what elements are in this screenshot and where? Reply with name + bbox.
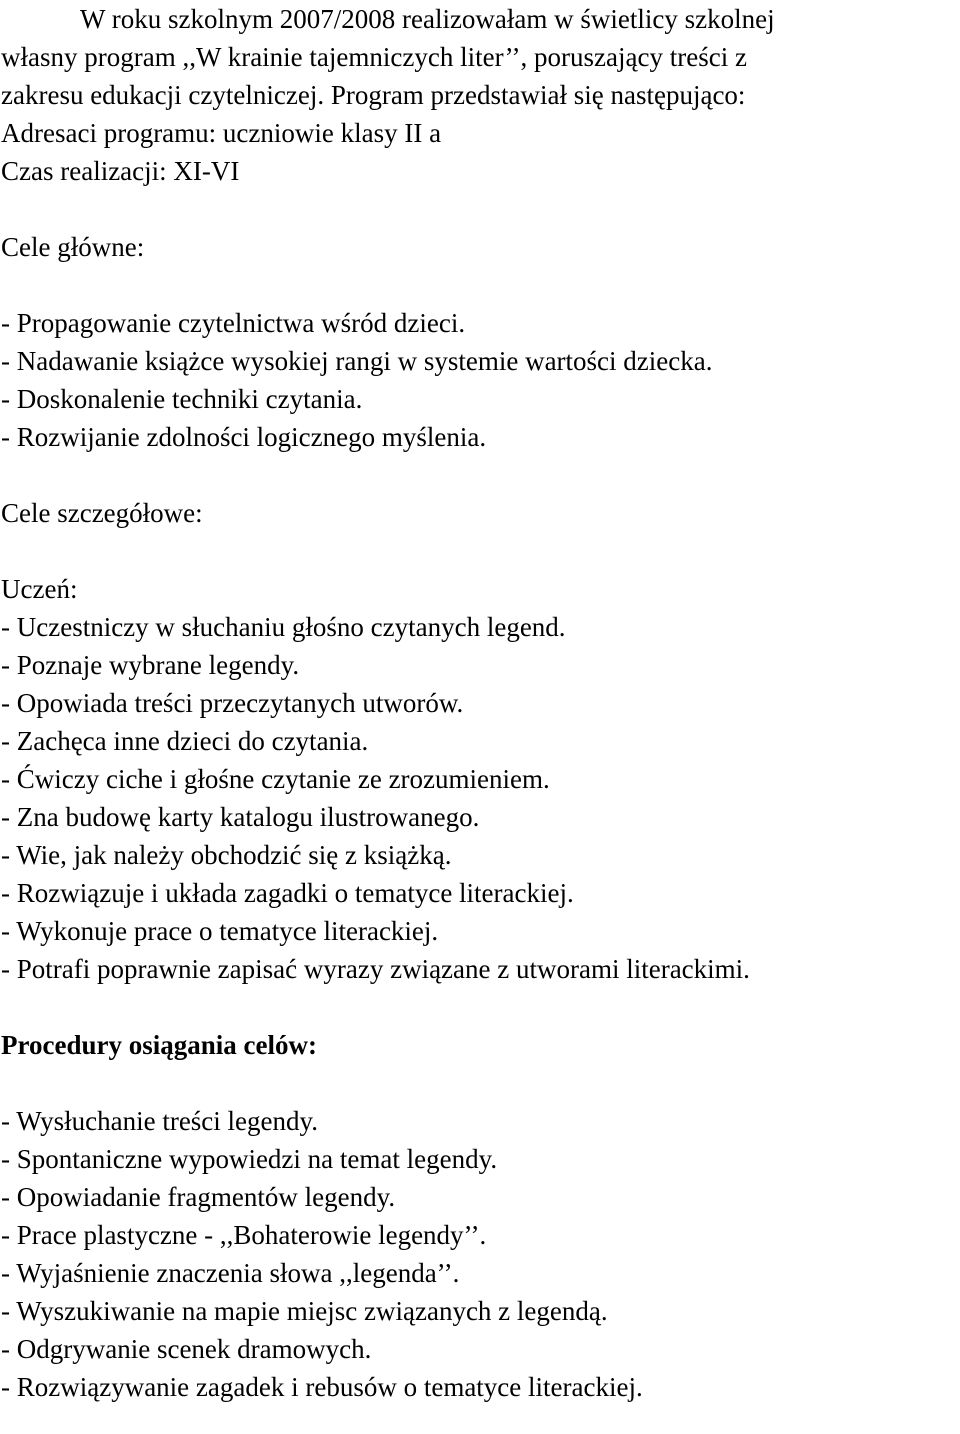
procedures-section [1, 1026, 960, 1406]
detailed-goals-section [1, 494, 960, 988]
intro-line: zakresu edukacji czytelniczej. Program przedstawiał się następująco: [1, 80, 746, 110]
detailed-goals-heading: Cele szczegółowe: [1, 498, 203, 528]
detailed-goals-subheading: Uczeń: [1, 574, 78, 604]
list-item: - Wysłuchanie treści legendy. [1, 1106, 319, 1136]
list-item: - Potrafi poprawnie zapisać wyrazy związane z utworami literackimi. [1, 954, 750, 984]
list-item: - Opowiada treści przeczytanych utworów. [1, 688, 464, 718]
main-goals-section [1, 228, 960, 456]
detailed-goals-list [1, 608, 960, 988]
program-duration: Czas realizacji: XI-VI [1, 156, 240, 186]
intro-line: własny program ,,W krainie tajemniczych liter’’, poruszający treści z [1, 42, 747, 72]
main-goals-list [1, 304, 960, 456]
spacer [1, 532, 960, 570]
list-item: - Propagowanie czytelnictwa wśród dzieci. [1, 308, 466, 338]
list-item: - Doskonalenie techniki czytania. [1, 384, 363, 414]
list-item: - Opowiadanie fragmentów legendy. [1, 1182, 396, 1212]
list-item: - Ćwiczy ciche i głośne czytanie ze zrozumieniem. [1, 764, 550, 794]
main-goals-heading: Cele główne: [1, 232, 145, 262]
list-item: - Nadawanie książce wysokiej rangi w systemie wartości dziecka. [1, 346, 713, 376]
spacer [1, 190, 960, 228]
spacer [1, 988, 960, 1026]
list-item: - Rozwiązywanie zagadek i rebusów o tematyce literackiej. [1, 1372, 643, 1402]
list-item: - Zachęca inne dzieci do czytania. [1, 726, 369, 756]
spacer [1, 266, 960, 304]
spacer [1, 1064, 960, 1102]
list-item: - Prace plastyczne - ,,Bohaterowie legendy’’. [1, 1220, 487, 1250]
intro-paragraph [1, 0, 960, 190]
procedures-heading: Procedury osiągania celów: [1, 1030, 317, 1060]
list-item: - Spontaniczne wypowiedzi na temat legendy. [1, 1144, 498, 1174]
list-item: - Wyjaśnienie znaczenia słowa ,,legenda’’. [1, 1258, 460, 1288]
list-item: - Rozwijanie zdolności logicznego myślenia. [1, 422, 487, 452]
list-item: - Wie, jak należy obchodzić się z książką. [1, 840, 452, 870]
list-item: - Uczestniczy w słuchaniu głośno czytanych legend. [1, 612, 566, 642]
spacer [1, 456, 960, 494]
program-audience: Adresaci programu: uczniowie klasy II a [1, 118, 442, 148]
procedures-list [1, 1102, 960, 1406]
list-item: - Odgrywanie scenek dramowych. [1, 1334, 372, 1364]
list-item: - Poznaje wybrane legendy. [1, 650, 300, 680]
list-item: - Rozwiązuje i układa zagadki o tematyce literackiej. [1, 878, 574, 908]
list-item: - Zna budowę karty katalogu ilustrowanego. [1, 802, 480, 832]
intro-line: W roku szkolnym 2007/2008 realizowałam w świetlicy szkolnej [80, 4, 775, 34]
list-item: - Wyszukiwanie na mapie miejsc związanych z legendą. [1, 1296, 608, 1326]
list-item: - Wykonuje prace o tematyce literackiej. [1, 916, 439, 946]
